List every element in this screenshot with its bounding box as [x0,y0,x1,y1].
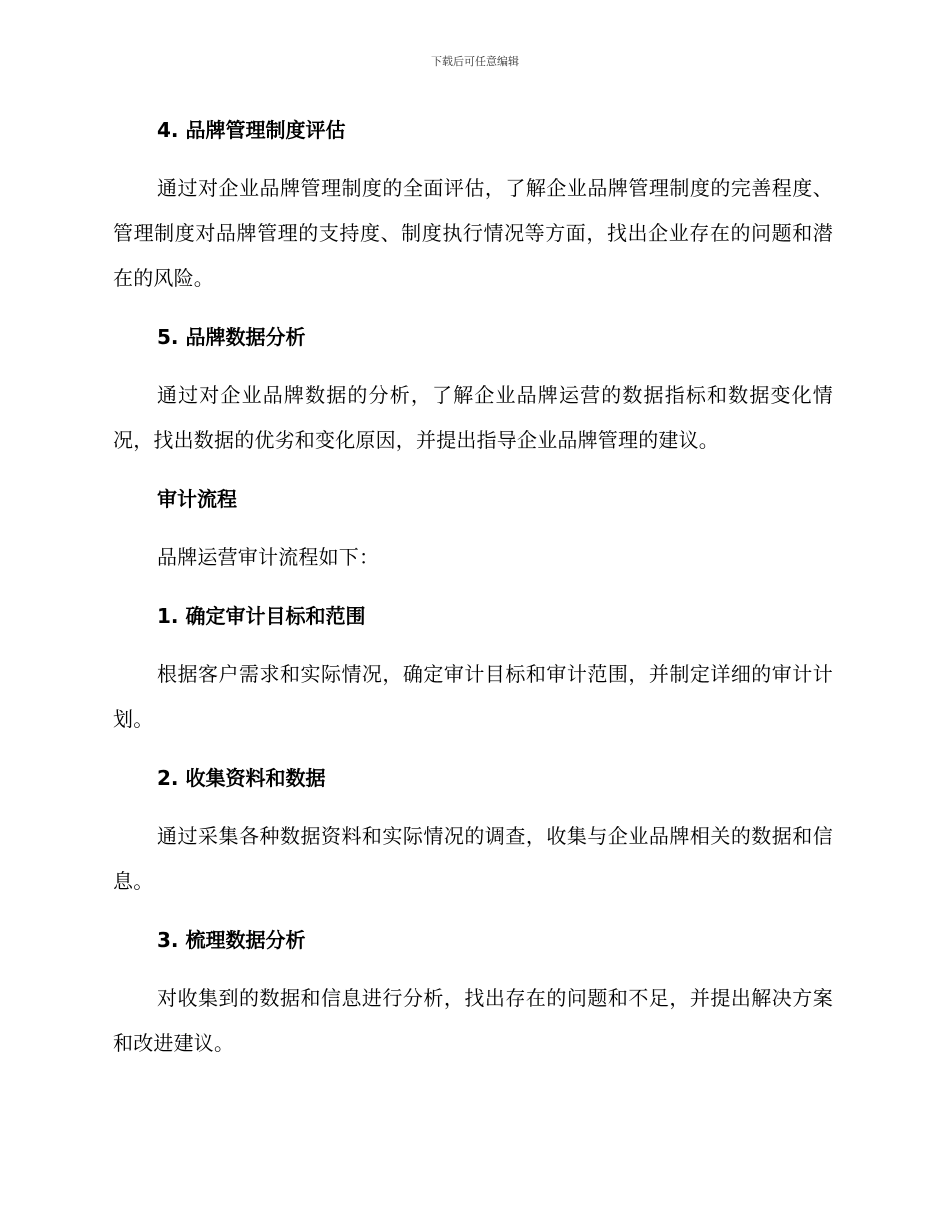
section-heading: 2. 收集资料和数据 [157,766,326,790]
page-header: 下载后可任意编辑 [431,55,519,68]
paragraph: 通过采集各种数据资料和实际情况的调查，收集与企业品牌相关的数据和信息。 [113,824,833,893]
section-heading: 3. 梳理数据分析 [157,928,306,952]
document-body [113,108,833,1080]
section-heading: 1. 确定审计目标和范围 [157,604,366,628]
paragraph: 通过对企业品牌管理制度的全面评估，了解企业品牌管理制度的完善程度、管理制度对品牌管理的支持度、制度执行情况等方面，找出企业存在的问题和潜在的风险。 [113,176,833,290]
section-heading: 5. 品牌数据分析 [157,325,306,349]
section-heading: 4. 品牌管理制度评估 [157,118,346,142]
paragraph: 对收集到的数据和信息进行分析，找出存在的问题和不足，并提出解决方案和改进建议。 [113,986,833,1055]
paragraph: 通过对企业品牌数据的分析，了解企业品牌运营的数据指标和数据变化情况，找出数据的优劣和变化原因，并提出指导企业品牌管理的建议。 [113,383,833,452]
paragraph: 根据客户需求和实际情况，确定审计目标和审计范围，并制定详细的审计计划。 [113,662,833,731]
section-heading: 审计流程 [157,487,237,511]
paragraph: 品牌运营审计流程如下： [157,545,380,569]
